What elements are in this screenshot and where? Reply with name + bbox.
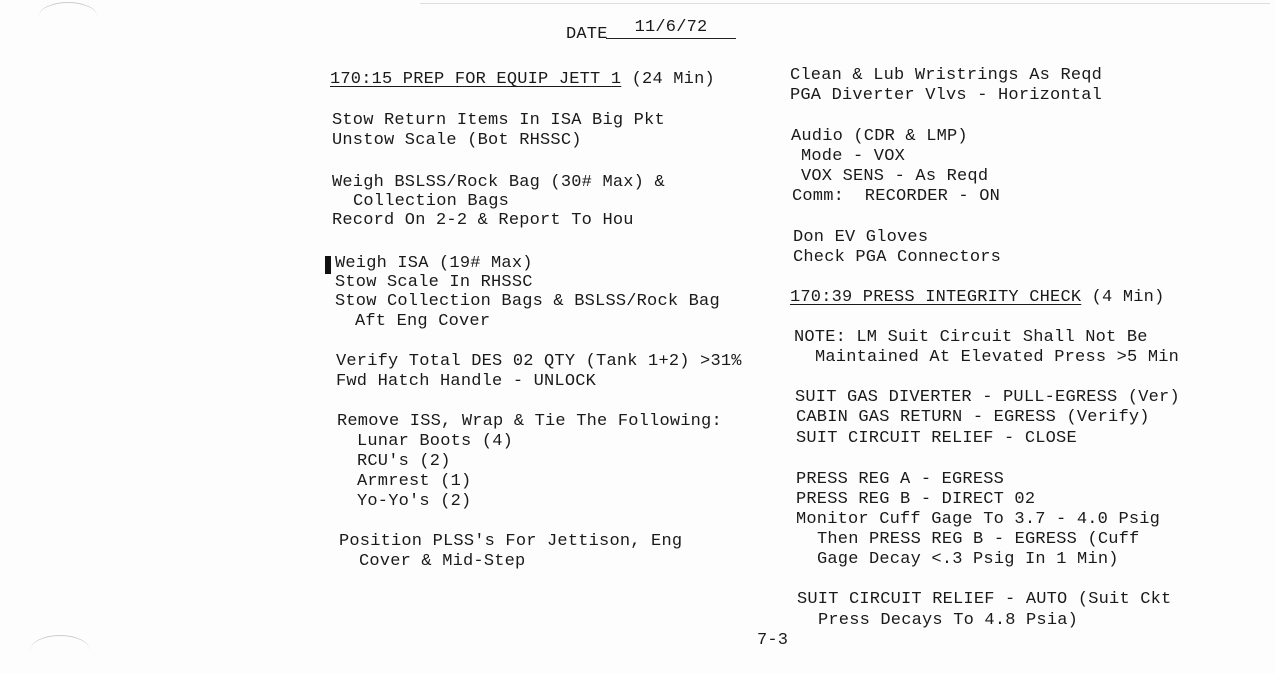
checklist-line: PRESS REG A - EGRESS [796, 470, 1005, 489]
punch-hole-mark [38, 2, 98, 33]
section-time-title: 170:39 PRESS INTEGRITY CHECK [790, 288, 1082, 307]
checklist-line: Mode - VOX [801, 147, 906, 166]
checklist-line: Stow Collection Bags & BSLSS/Rock Bag [335, 292, 720, 311]
section-time-title: 170:15 PREP FOR EQUIP JETT 1 [330, 70, 622, 89]
checklist-line: PGA Diverter Vlvs - Horizontal [790, 86, 1103, 105]
punch-hole-mark [30, 635, 90, 666]
section-duration: (4 Min) [1091, 288, 1165, 307]
checklist-line: Record On 2-2 & Report To Hou [332, 211, 634, 230]
change-bar-marker [325, 256, 331, 274]
section-heading-press-integrity [790, 288, 1164, 308]
checklist-line: Don EV Gloves [793, 228, 929, 247]
checklist-line: Stow Return Items In ISA Big Pkt [332, 111, 665, 130]
checklist-line: Armrest (1) [357, 472, 472, 491]
checklist-line: Comm: RECORDER - ON [792, 187, 1001, 206]
section-heading-equip-jett [330, 70, 715, 90]
checklist-line: PRESS REG B - DIRECT 02 [796, 490, 1036, 509]
checklist-line: Collection Bags [353, 192, 510, 211]
checklist-line: Stow Scale In RHSSC [335, 273, 533, 292]
page-number: 7-3 [757, 631, 789, 650]
checklist-line: Verify Total DES 02 QTY (Tank 1+2) >31% [336, 352, 742, 371]
checklist-line: Clean & Lub Wristrings As Reqd [790, 66, 1103, 85]
checklist-line: Then PRESS REG B - EGRESS (Cuff [817, 530, 1140, 549]
section-duration: (24 Min) [631, 70, 715, 89]
date-label: DATE [566, 25, 608, 44]
checklist-line: Cover & Mid-Step [359, 552, 526, 571]
checklist-line: Remove ISS, Wrap & Tie The Following: [337, 412, 722, 431]
checklist-line: CABIN GAS RETURN - EGRESS (Verify) [796, 408, 1150, 427]
checklist-line: Monitor Cuff Gage To 3.7 - 4.0 Psig [796, 510, 1161, 529]
checklist-line: NOTE: LM Suit Circuit Shall Not Be [794, 328, 1148, 347]
checklist-line: Fwd Hatch Handle - UNLOCK [336, 372, 597, 391]
checklist-line: Press Decays To 4.8 Psia) [818, 611, 1079, 630]
checklist-line: Position PLSS's For Jettison, Eng [339, 532, 683, 551]
checklist-line: RCU's (2) [357, 452, 451, 471]
checklist-line: Gage Decay <.3 Psig In 1 Min) [817, 550, 1119, 569]
date-value: 11/6/72 [606, 18, 736, 39]
checklist-line: Maintained At Elevated Press >5 Min [815, 348, 1180, 367]
checklist-line: SUIT CIRCUIT RELIEF - CLOSE [796, 429, 1077, 448]
checklist-line: Yo-Yo's (2) [357, 492, 472, 511]
checklist-line: VOX SENS - As Reqd [801, 167, 989, 186]
checklist-line: Aft Eng Cover [355, 312, 491, 331]
checklist-line: SUIT GAS DIVERTER - PULL-EGRESS (Ver) [795, 388, 1180, 407]
checklist-line: Unstow Scale (Bot RHSSC) [332, 131, 582, 150]
checklist-line: SUIT CIRCUIT RELIEF - AUTO (Suit Ckt [797, 590, 1172, 609]
checklist-line: Weigh ISA (19# Max) [335, 254, 533, 273]
checklist-line: Weigh BSLSS/Rock Bag (30# Max) & [332, 173, 665, 192]
checklist-line: Lunar Boots (4) [357, 432, 514, 451]
scan-edge-line [420, 3, 1270, 4]
checklist-line: Audio (CDR & LMP) [791, 127, 968, 146]
checklist-line: Check PGA Connectors [793, 248, 1002, 267]
